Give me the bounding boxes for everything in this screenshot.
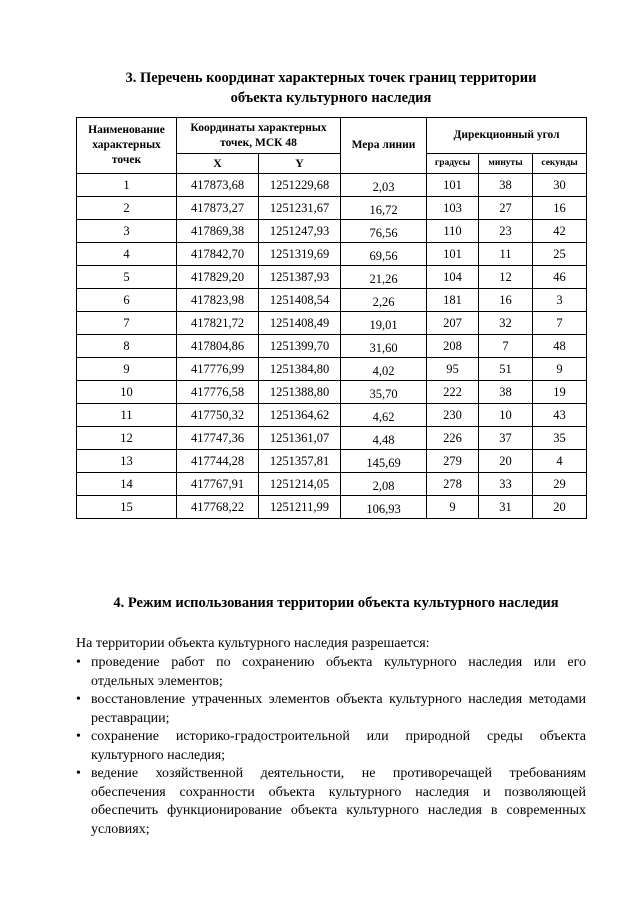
cell-degrees: 208 bbox=[427, 335, 479, 358]
cell-y: 1251319,69 bbox=[259, 243, 341, 266]
cell-x: 417829,20 bbox=[177, 266, 259, 289]
cell-degrees: 207 bbox=[427, 312, 479, 335]
cell-x: 417804,86 bbox=[177, 335, 259, 358]
cell-degrees: 222 bbox=[427, 381, 479, 404]
cell-minutes: 31 bbox=[479, 496, 533, 519]
section4-intro: На территории объекта культурного наследия разрешается: bbox=[76, 636, 430, 651]
list-item bbox=[76, 765, 586, 839]
cell-minutes: 16 bbox=[479, 289, 533, 312]
table-row bbox=[77, 450, 587, 473]
cell-seconds: 3 bbox=[533, 289, 587, 312]
cell-point: 8 bbox=[77, 335, 177, 358]
list-item-text: восстановление утраченных элементов объекта культурного наследия методами реставрации; bbox=[91, 692, 586, 726]
cell-seconds: 42 bbox=[533, 220, 587, 243]
cell-minutes: 23 bbox=[479, 220, 533, 243]
cell-degrees: 9 bbox=[427, 496, 479, 519]
list-item-text: проведение работ по сохранению объекта культурного наследия или его отдельных элементов; bbox=[91, 655, 586, 689]
cell-minutes: 12 bbox=[479, 266, 533, 289]
cell-seconds: 7 bbox=[533, 312, 587, 335]
header-coordinates: Координаты характерных точек, МСК 48 bbox=[177, 118, 341, 154]
table-row bbox=[77, 220, 587, 243]
cell-degrees: 226 bbox=[427, 427, 479, 450]
cell-x: 417823,98 bbox=[177, 289, 259, 312]
cell-seconds: 46 bbox=[533, 266, 587, 289]
cell-degrees: 279 bbox=[427, 450, 479, 473]
table-row bbox=[77, 243, 587, 266]
cell-measure: 4,62 bbox=[341, 404, 427, 427]
section3-title-line2: объекта культурного наследия bbox=[230, 90, 432, 106]
bullet-icon: • bbox=[76, 766, 81, 781]
cell-point: 11 bbox=[77, 404, 177, 427]
cell-y: 1251211,99 bbox=[259, 496, 341, 519]
cell-y: 1251364,62 bbox=[259, 404, 341, 427]
cell-y: 1251384,80 bbox=[259, 358, 341, 381]
cell-y: 1251229,68 bbox=[259, 174, 341, 197]
cell-minutes: 20 bbox=[479, 450, 533, 473]
cell-measure: 76,56 bbox=[341, 220, 427, 243]
header-seconds: секунды bbox=[533, 154, 587, 174]
cell-x: 417750,32 bbox=[177, 404, 259, 427]
cell-seconds: 4 bbox=[533, 450, 587, 473]
cell-minutes: 27 bbox=[479, 197, 533, 220]
cell-point: 4 bbox=[77, 243, 177, 266]
cell-x: 417776,58 bbox=[177, 381, 259, 404]
cell-x: 417767,91 bbox=[177, 473, 259, 496]
bullet-icon: • bbox=[76, 729, 81, 744]
cell-x: 417873,68 bbox=[177, 174, 259, 197]
cell-minutes: 10 bbox=[479, 404, 533, 427]
cell-measure: 19,01 bbox=[341, 312, 427, 335]
cell-y: 1251388,80 bbox=[259, 381, 341, 404]
cell-measure: 106,93 bbox=[341, 496, 427, 519]
cell-seconds: 29 bbox=[533, 473, 587, 496]
table-row bbox=[77, 197, 587, 220]
cell-x: 417873,27 bbox=[177, 197, 259, 220]
bullet-icon: • bbox=[76, 692, 81, 707]
cell-point: 3 bbox=[77, 220, 177, 243]
cell-y: 1251408,49 bbox=[259, 312, 341, 335]
table-row bbox=[77, 473, 587, 496]
section3-title-line1: 3. Перечень координат характерных точек границ территории bbox=[125, 70, 537, 86]
table-row bbox=[77, 266, 587, 289]
cell-y: 1251387,93 bbox=[259, 266, 341, 289]
cell-x: 417744,28 bbox=[177, 450, 259, 473]
cell-measure: 2,26 bbox=[341, 289, 427, 312]
cell-y: 1251357,81 bbox=[259, 450, 341, 473]
cell-seconds: 25 bbox=[533, 243, 587, 266]
cell-seconds: 35 bbox=[533, 427, 587, 450]
header-line-measure: Мера линии bbox=[341, 118, 427, 174]
cell-degrees: 104 bbox=[427, 266, 479, 289]
cell-point: 13 bbox=[77, 450, 177, 473]
cell-measure: 2,08 bbox=[341, 473, 427, 496]
list-item bbox=[76, 728, 586, 765]
cell-measure: 31,60 bbox=[341, 335, 427, 358]
cell-minutes: 38 bbox=[479, 381, 533, 404]
cell-point: 15 bbox=[77, 496, 177, 519]
cell-minutes: 11 bbox=[479, 243, 533, 266]
permitted-activities-list bbox=[76, 654, 586, 839]
cell-degrees: 101 bbox=[427, 243, 479, 266]
header-point-name: Наименование характерных точек bbox=[77, 118, 177, 174]
cell-seconds: 48 bbox=[533, 335, 587, 358]
table-row bbox=[77, 289, 587, 312]
cell-seconds: 16 bbox=[533, 197, 587, 220]
cell-y: 1251247,93 bbox=[259, 220, 341, 243]
cell-point: 1 bbox=[77, 174, 177, 197]
cell-x: 417747,36 bbox=[177, 427, 259, 450]
list-item bbox=[76, 691, 586, 728]
cell-minutes: 33 bbox=[479, 473, 533, 496]
cell-measure: 145,69 bbox=[341, 450, 427, 473]
header-x: X bbox=[177, 154, 259, 174]
table-row bbox=[77, 496, 587, 519]
table-row bbox=[77, 381, 587, 404]
cell-minutes: 37 bbox=[479, 427, 533, 450]
cell-y: 1251399,70 bbox=[259, 335, 341, 358]
cell-degrees: 181 bbox=[427, 289, 479, 312]
cell-x: 417768,22 bbox=[177, 496, 259, 519]
cell-seconds: 43 bbox=[533, 404, 587, 427]
cell-y: 1251231,67 bbox=[259, 197, 341, 220]
cell-seconds: 19 bbox=[533, 381, 587, 404]
cell-measure: 16,72 bbox=[341, 197, 427, 220]
cell-y: 1251214,05 bbox=[259, 473, 341, 496]
cell-measure: 69,56 bbox=[341, 243, 427, 266]
cell-degrees: 103 bbox=[427, 197, 479, 220]
cell-point: 9 bbox=[77, 358, 177, 381]
cell-seconds: 20 bbox=[533, 496, 587, 519]
cell-degrees: 95 bbox=[427, 358, 479, 381]
header-direction-angle: Дирекционный угол bbox=[427, 118, 587, 154]
cell-minutes: 51 bbox=[479, 358, 533, 381]
cell-y: 1251408,54 bbox=[259, 289, 341, 312]
table-row bbox=[77, 312, 587, 335]
cell-measure: 4,48 bbox=[341, 427, 427, 450]
table-row bbox=[77, 427, 587, 450]
cell-y: 1251361,07 bbox=[259, 427, 341, 450]
cell-x: 417869,38 bbox=[177, 220, 259, 243]
cell-degrees: 230 bbox=[427, 404, 479, 427]
header-y: Y bbox=[259, 154, 341, 174]
table-row bbox=[77, 404, 587, 427]
cell-measure: 35,70 bbox=[341, 381, 427, 404]
cell-minutes: 32 bbox=[479, 312, 533, 335]
cell-minutes: 38 bbox=[479, 174, 533, 197]
bullet-icon: • bbox=[76, 655, 81, 670]
cell-point: 2 bbox=[77, 197, 177, 220]
coordinates-table-body bbox=[77, 174, 587, 519]
list-item-text: сохранение историко-градостроительной или природной среды объекта культурного наследия; bbox=[91, 729, 586, 763]
cell-seconds: 30 bbox=[533, 174, 587, 197]
cell-x: 417821,72 bbox=[177, 312, 259, 335]
table-row bbox=[77, 358, 587, 381]
list-item-text: ведение хозяйственной деятельности, не противоречащей требованиям обеспечения сохранности объекта культурного наследия и позволяющей обеспечить функционирование объекта культурного наследия в современных условиях; bbox=[91, 766, 586, 837]
header-degrees: градусы bbox=[427, 154, 479, 174]
table-row bbox=[77, 335, 587, 358]
cell-measure: 4,02 bbox=[341, 358, 427, 381]
cell-x: 417842,70 bbox=[177, 243, 259, 266]
cell-point: 6 bbox=[77, 289, 177, 312]
list-item bbox=[76, 654, 586, 691]
table-row bbox=[77, 174, 587, 197]
cell-seconds: 9 bbox=[533, 358, 587, 381]
cell-point: 7 bbox=[77, 312, 177, 335]
cell-point: 12 bbox=[77, 427, 177, 450]
coordinates-table bbox=[76, 117, 587, 519]
cell-point: 5 bbox=[77, 266, 177, 289]
cell-degrees: 278 bbox=[427, 473, 479, 496]
cell-degrees: 101 bbox=[427, 174, 479, 197]
cell-point: 10 bbox=[77, 381, 177, 404]
header-minutes: минуты bbox=[479, 154, 533, 174]
cell-x: 417776,99 bbox=[177, 358, 259, 381]
cell-measure: 21,26 bbox=[341, 266, 427, 289]
section3-heading bbox=[76, 68, 586, 108]
cell-measure: 2,03 bbox=[341, 174, 427, 197]
cell-degrees: 110 bbox=[427, 220, 479, 243]
cell-minutes: 7 bbox=[479, 335, 533, 358]
cell-point: 14 bbox=[77, 473, 177, 496]
section4-heading: 4. Режим использования территории объекта культурного наследия bbox=[113, 595, 559, 611]
